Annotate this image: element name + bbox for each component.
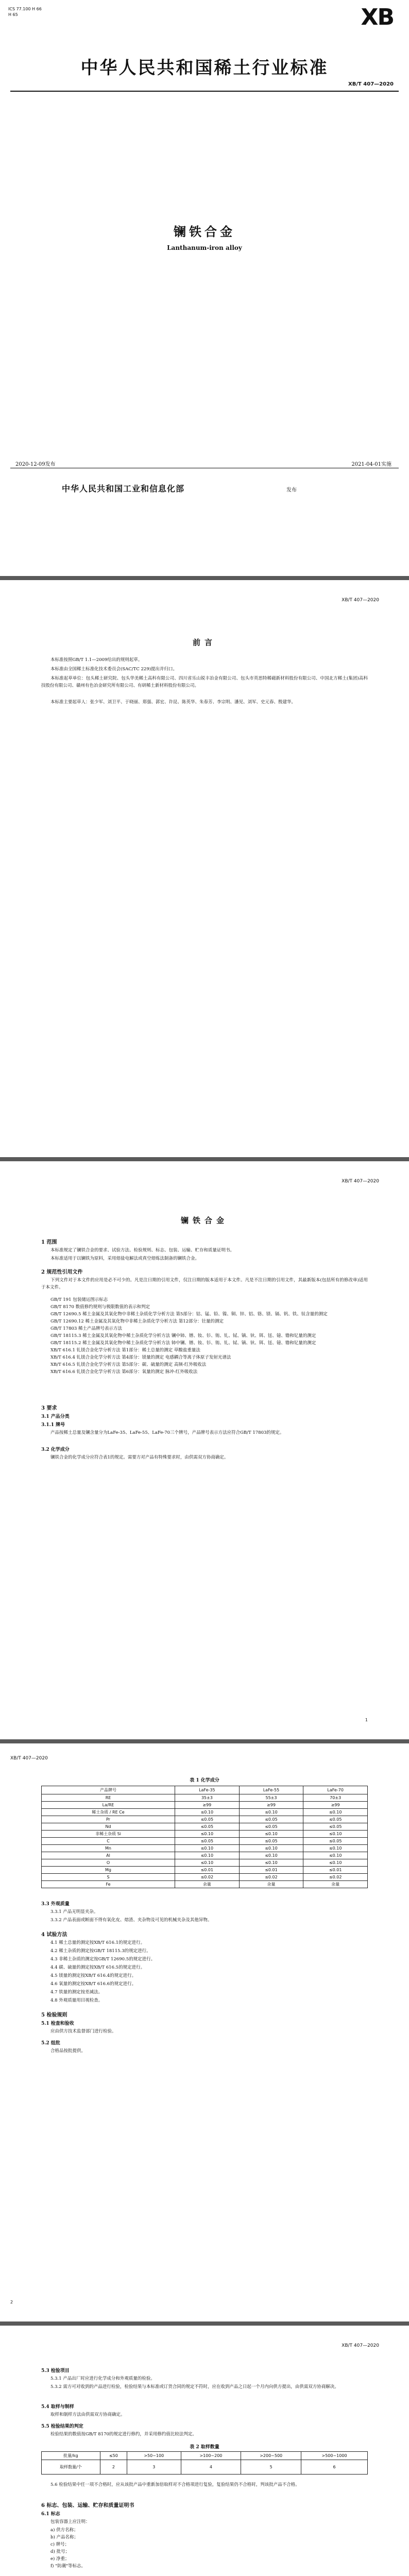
table-header-cell: LaFe-55 <box>239 1786 303 1794</box>
document-title-english: Lanthanum-iron alloy <box>167 244 242 251</box>
issued-label: 发布 <box>286 487 297 493</box>
table-cell: ≤0.10 <box>303 1852 368 1859</box>
table-cell: RE <box>42 1794 175 1802</box>
table-cell: C <box>42 1838 175 1845</box>
table-cell: O <box>42 1859 175 1867</box>
table-cell: 4 <box>181 2460 241 2475</box>
table-cell: 3 <box>127 2460 181 2475</box>
foreword-title: 前言 <box>192 638 216 647</box>
reference-list <box>50 1296 368 1376</box>
table-row <box>42 1831 368 1838</box>
table-cell: ≤0.05 <box>239 1823 303 1831</box>
table-cell: 35±3 <box>175 1794 240 1802</box>
table-cell: ≤0.05 <box>175 1838 240 1845</box>
paragraph: 3.3.2 产品表面或断面不得有氧化皮、熔渣、夹杂物及可见的机械夹杂及其他异物。 <box>50 1918 212 1923</box>
table-row <box>42 1867 368 1874</box>
standard-logo: XB <box>361 4 394 30</box>
paragraph: 5.3.2 需方可对收到的产品进行检验，检验结果与本标准或订货合同的规定不符时，应在收到产品之日起一个月内向供方提出，由供需双方协商解决。 <box>50 2384 339 2389</box>
running-header: XB/T 407—2020 <box>342 2343 379 2348</box>
table-cell: ≤0.10 <box>239 1852 303 1859</box>
table-row <box>42 1881 368 1888</box>
running-header: XB/T 407—2020 <box>10 1756 48 1761</box>
paragraph: 5.6 检验结果中任一项不合格时，应从该批产品中重新加倍取样对不合格项进行复验，复验结果仍不合格时，判该批产品不合格。 <box>50 2482 300 2487</box>
table-cell: ≤0.10 <box>239 1809 303 1816</box>
foreword-paragraph: 本标准按照GB/T 1.1—2009给出的规则起草。 <box>50 657 143 663</box>
sampling-table <box>41 2451 368 2475</box>
table-row <box>42 2460 368 2475</box>
table-cell: Al <box>42 1852 175 1859</box>
table-cell: ≤0.01 <box>239 1867 303 1874</box>
section-heading: 6 标志、包装、运输、贮存和质量证明书 <box>41 2503 134 2509</box>
table-cell: ≥99 <box>239 1802 303 1809</box>
paragraph: 取样和制样方法由供需双方协商确定。 <box>50 2412 125 2417</box>
reference-item: XB/T 616.5 钆镁合金化学分析方法 第5部分：碳、硫量的测定 高频-红外吸收法 <box>50 1362 207 1367</box>
ccs-code: H 65 <box>8 12 18 17</box>
paragraph: 检验结果的数值按GB/T 8170的规定进行修约，并采用修约值比较法判定。 <box>50 2432 197 2437</box>
table-cell: Mn <box>42 1845 175 1852</box>
subsection-heading: 6.1 标志 <box>41 2512 60 2517</box>
ics-code: ICS 77.100 H 66 <box>8 7 42 11</box>
table-cell: ≤0.10 <box>303 1859 368 1867</box>
table-cell: ≤0.05 <box>303 1823 368 1831</box>
table-cell: Mg <box>42 1867 175 1874</box>
section-heading: 4 试验方法 <box>41 1932 67 1938</box>
table-cell: Fe <box>42 1881 175 1888</box>
reference-item: XB/T 616.4 钆镁合金化学分析方法 第4部分：镁量的测定 电感耦合等离子体原子发射光谱法 <box>50 1355 231 1360</box>
table-cell: Pr <box>42 1816 175 1823</box>
section-heading: 3 要求 <box>41 1405 57 1411</box>
table-row <box>42 1859 368 1867</box>
issuing-authority: 中华人民共和国工业和信息化部 <box>62 484 185 494</box>
subsection-heading: 3.1 产品分类 <box>41 1414 70 1419</box>
table-cell: 2 <box>100 2460 127 2475</box>
issue-date: 2020-12-09发布 <box>15 462 56 467</box>
running-header: XB/T 407—2020 <box>342 1179 379 1184</box>
table-header-cell: >50~100 <box>127 2452 181 2460</box>
implementation-date: 2021-04-01实施 <box>351 462 391 467</box>
table-cell: 余量 <box>303 1881 368 1888</box>
table-header-cell: LaFe-35 <box>175 1786 240 1794</box>
page-number: 2 <box>10 2300 13 2304</box>
table-cell: ≤0.10 <box>175 1852 240 1859</box>
subsection-heading: 5.5 检验结果的判定 <box>41 2424 83 2429</box>
paragraph: 4.6 氧量的测定按XB/T 616.6的规定进行。 <box>50 1981 137 1987</box>
table-cell: 70±3 <box>303 1794 368 1802</box>
body-page-2 <box>0 1743 409 2321</box>
table-header-cell: >200~500 <box>241 2452 301 2460</box>
standard-type-title: 中华人民共和国稀土行业标准 <box>80 58 329 78</box>
table-cell: ≤0.02 <box>175 1874 240 1881</box>
table-row <box>42 1845 368 1852</box>
table-cell: 余量 <box>239 1881 303 1888</box>
cover-page <box>0 0 409 576</box>
section-heading: 2 规范性引用文件 <box>41 1269 83 1275</box>
table-cell: ≤0.10 <box>239 1845 303 1852</box>
body-page-3 <box>0 2326 409 2576</box>
subsection-heading: 5.1 检查和验收 <box>41 2021 74 2026</box>
reference-item: XB/T 616.6 钆镁合金化学分析方法 第6部分：氧量的测定 脉冲-红外吸收法 <box>50 1369 198 1375</box>
table-header-cell: 批量/kg <box>42 2452 100 2460</box>
table-row <box>42 1852 368 1859</box>
subsection-heading: 5.2 组批 <box>41 2041 60 2046</box>
table-cell: 6 <box>301 2460 368 2475</box>
table-header-cell: >100~200 <box>181 2452 241 2460</box>
table-cell: ≤0.10 <box>239 1831 303 1838</box>
foreword-paragraph: 本标准由全国稀土标准化技术委员会(SAC/TC 229)提出并归口。 <box>50 667 178 672</box>
table-header-row <box>42 2452 368 2460</box>
table-cell: ≤0.10 <box>303 1845 368 1852</box>
table-cell: ≥99 <box>175 1802 240 1809</box>
table-cell: 5 <box>241 2460 301 2475</box>
paragraph: 4.4 碳、硫量的测定按XB/T 616.5的规定进行。 <box>50 1965 145 1970</box>
section-heading: 5 检验规则 <box>41 2012 67 2018</box>
paragraph: 合格品按批提供。 <box>50 2048 86 2054</box>
running-header: XB/T 407—2020 <box>342 598 379 603</box>
table-cell: ≤0.10 <box>175 1831 240 1838</box>
marking-list <box>50 2527 86 2570</box>
chemical-composition-table <box>41 1786 368 1888</box>
paragraph: 4.3 非稀土杂质的测定按GB/T 12690.5的规定进行。 <box>50 1957 156 1962</box>
reference-item: GB/T 8170 数值修约规则与极限数值的表示和判定 <box>50 1304 150 1310</box>
table-header-cell: ≤50 <box>100 2452 127 2460</box>
table-cell: 余量 <box>175 1881 240 1888</box>
paragraph: 5.3.1 产品出厂时应进行化学成分和外观质量的检验。 <box>50 2376 155 2381</box>
paragraph: 4.8 外观质量用目视检查。 <box>50 1998 103 2003</box>
reference-item: GB/T 12690.12 稀土金属及其氧化物中非稀土杂质化学分析方法 第12部分：钍量的测定 <box>50 1319 224 1324</box>
table-row <box>42 1802 368 1809</box>
reference-item: XB/T 616.1 钆镁合金化学分析方法 第1部分：稀土总量的测定 草酸盐重量法 <box>50 1348 200 1353</box>
table-row <box>42 1816 368 1823</box>
table-title: 表 2 取样数量 <box>190 2445 219 2450</box>
document-title: 镧铁合金 <box>174 224 235 239</box>
table-cell: 非稀土杂质 Si <box>42 1831 175 1838</box>
list-item: c) 牌号； <box>50 2542 70 2547</box>
table-cell: ≥99 <box>303 1802 368 1809</box>
table-row <box>42 1794 368 1802</box>
table-cell: ≤0.05 <box>239 1838 303 1845</box>
paragraph: 产品按稀土总量及镧含量分为LaFe-35、LaFe-55、LaFe-70三个牌号，产品牌号表示方法应符合GB/T 17803的规定。 <box>50 1430 284 1435</box>
header-rule <box>10 91 399 92</box>
section-heading: 1 范围 <box>41 1240 57 1245</box>
paragraph: 本标准适用于以镧铁为原料，采用熔盐电解法或真空熔炼法制备的镧铁合金。 <box>50 1256 200 1261</box>
list-item: a) 供方名称； <box>50 2528 78 2533</box>
paragraph: 4.2 稀土杂质的测定按GB/T 18115.3的规定进行。 <box>50 1948 151 1954</box>
table-cell: ≤0.05 <box>303 1838 368 1845</box>
paragraph: 3.3.1 产品无明显夹杂。 <box>50 1909 98 1914</box>
table-cell: 取样数量/个 <box>42 2460 100 2475</box>
table-row <box>42 1809 368 1816</box>
table-cell: ≤0.05 <box>303 1816 368 1823</box>
table-row <box>42 1823 368 1831</box>
list-item: b) 产品名称； <box>50 2535 78 2540</box>
table-cell: ≤0.10 <box>303 1831 368 1838</box>
paragraph: 应由供方技术监督部门进行检验。 <box>50 2029 116 2034</box>
reference-item: GB/T 18115.2 稀土金属及其氧化物中稀土杂质化学分析方法 铈中镧、镨、钕、钐、铕、钆、铽、镝、钬、铒、铥、镱、镥和钇量的测定 <box>50 1341 316 1346</box>
paragraph: 4.5 镁量的测定按XB/T 616.4的规定进行。 <box>50 1973 137 1978</box>
table-header-cell: >500~1000 <box>301 2452 368 2460</box>
reference-item: GB/T 191 包装储运图示标志 <box>50 1297 108 1302</box>
subsection-heading: 5.4 取样与制样 <box>41 2404 74 2410</box>
table-cell: ≤0.10 <box>175 1809 240 1816</box>
subsection-heading: 5.3 检验项目 <box>41 2368 70 2374</box>
table-cell: ≤0.02 <box>303 1874 368 1881</box>
paragraph: 本标准规定了镧铁合金的要求、试验方法、检验规则、标志、包装、运输、贮存和质量证明书。 <box>50 1248 235 1253</box>
table-cell: 55±3 <box>239 1794 303 1802</box>
foreword-paragraph: 本标准起草单位：包头稀土研究院、包头华美稀土高科有限公司、四川省乐山锐丰冶金有限公司、包头市英思特稀磁新材料股份有限公司、中国北方稀土(集团)高科技股份有限公司、赣州有色冶金研究所有限公司、有研稀土新材料股份有限公司。 <box>41 676 368 688</box>
table-cell: ≤0.10 <box>239 1859 303 1867</box>
table-cell: ≤0.05 <box>239 1816 303 1823</box>
table-cell: ≤0.05 <box>175 1816 240 1823</box>
subsection-heading: 3.1.1 牌号 <box>41 1422 65 1428</box>
paragraph: 4.7 铁量的测定按差减法。 <box>50 1990 103 1995</box>
reference-item: GB/T 12690.5 稀土金属及其氧化物中非稀土杂质化学分析方法 第5部分：钴、锰、铅、镍、铜、锌、铝、铬、镁、镉、钒、铁、钛含量的测定 <box>50 1312 328 1317</box>
list-item: f) "防潮"等标志。 <box>50 2564 86 2569</box>
subsection-heading: 3.3 外观质量 <box>41 1902 70 1907</box>
standard-number: XB/T 407—2020 <box>348 81 394 87</box>
table-cell: Nd <box>42 1823 175 1831</box>
paragraph: 镧铁合金的化学成分应符合表1的规定。需要方对产品有特殊要求时，由供需双方协商确定。 <box>50 1455 229 1460</box>
document-title: 镧铁合金 <box>180 1216 228 1225</box>
table-header-cell: LaFe-70 <box>303 1786 368 1794</box>
classification-codes <box>8 6 42 18</box>
table-cell: ≤0.10 <box>303 1809 368 1816</box>
table-cell: ≤0.05 <box>175 1823 240 1831</box>
foreword-paragraph: 本标准主要起草人：张少军、刘卫平、于晓丽、郑强、郭宏、许昆、陈英华、朱春芳、李宗明、潘见、刘军、史元春、殷建华。 <box>50 700 296 705</box>
paragraph: 包装容器上应注明： <box>50 2519 90 2524</box>
table-header-cell: 产品牌号 <box>42 1786 175 1794</box>
table-title: 表 1 化学成分 <box>190 1778 219 1783</box>
table-header-row <box>42 1786 368 1794</box>
table-row <box>42 1838 368 1845</box>
body-page-1 <box>0 1161 409 1739</box>
table-cell: ≤0.10 <box>175 1859 240 1867</box>
page-number: 1 <box>365 1718 368 1722</box>
paragraph: 4.1 稀土总量的测定按XB/T 616.1的规定进行。 <box>50 1940 145 1945</box>
reference-item: GB/T 18115.3 稀土金属及其氧化物中稀土杂质化学分析方法 镧中铈、镨、钕、钐、铕、钆、铽、镝、钬、铒、铥、镱、镥和钇量的测定 <box>50 1333 316 1338</box>
list-item: d) 批号； <box>50 2549 70 2554</box>
subsection-heading: 3.2 化学成分 <box>41 1447 70 1452</box>
table-cell: 稀土杂质 / RE Ce <box>42 1809 175 1816</box>
table-cell: S <box>42 1874 175 1881</box>
table-row <box>42 1874 368 1881</box>
foreword-page <box>0 580 409 1157</box>
table-cell: ≤0.10 <box>175 1845 240 1852</box>
table-cell: ≤0.01 <box>303 1867 368 1874</box>
table-cell: La/RE <box>42 1802 175 1809</box>
table-cell: ≤0.02 <box>239 1874 303 1881</box>
table-cell: ≤0.01 <box>175 1867 240 1874</box>
reference-item: GB/T 17803 稀土产品牌号表示方法 <box>50 1326 123 1331</box>
paragraph: 下列文件对于本文件的应用是必不可少的。凡是注日期的引用文件，仅注日期的版本适用于本文件。凡是不注日期的引用文件，其最新版本(包括所有的修改单)适用于本文件。 <box>41 1278 368 1290</box>
list-item: e) 净重； <box>50 2556 70 2562</box>
